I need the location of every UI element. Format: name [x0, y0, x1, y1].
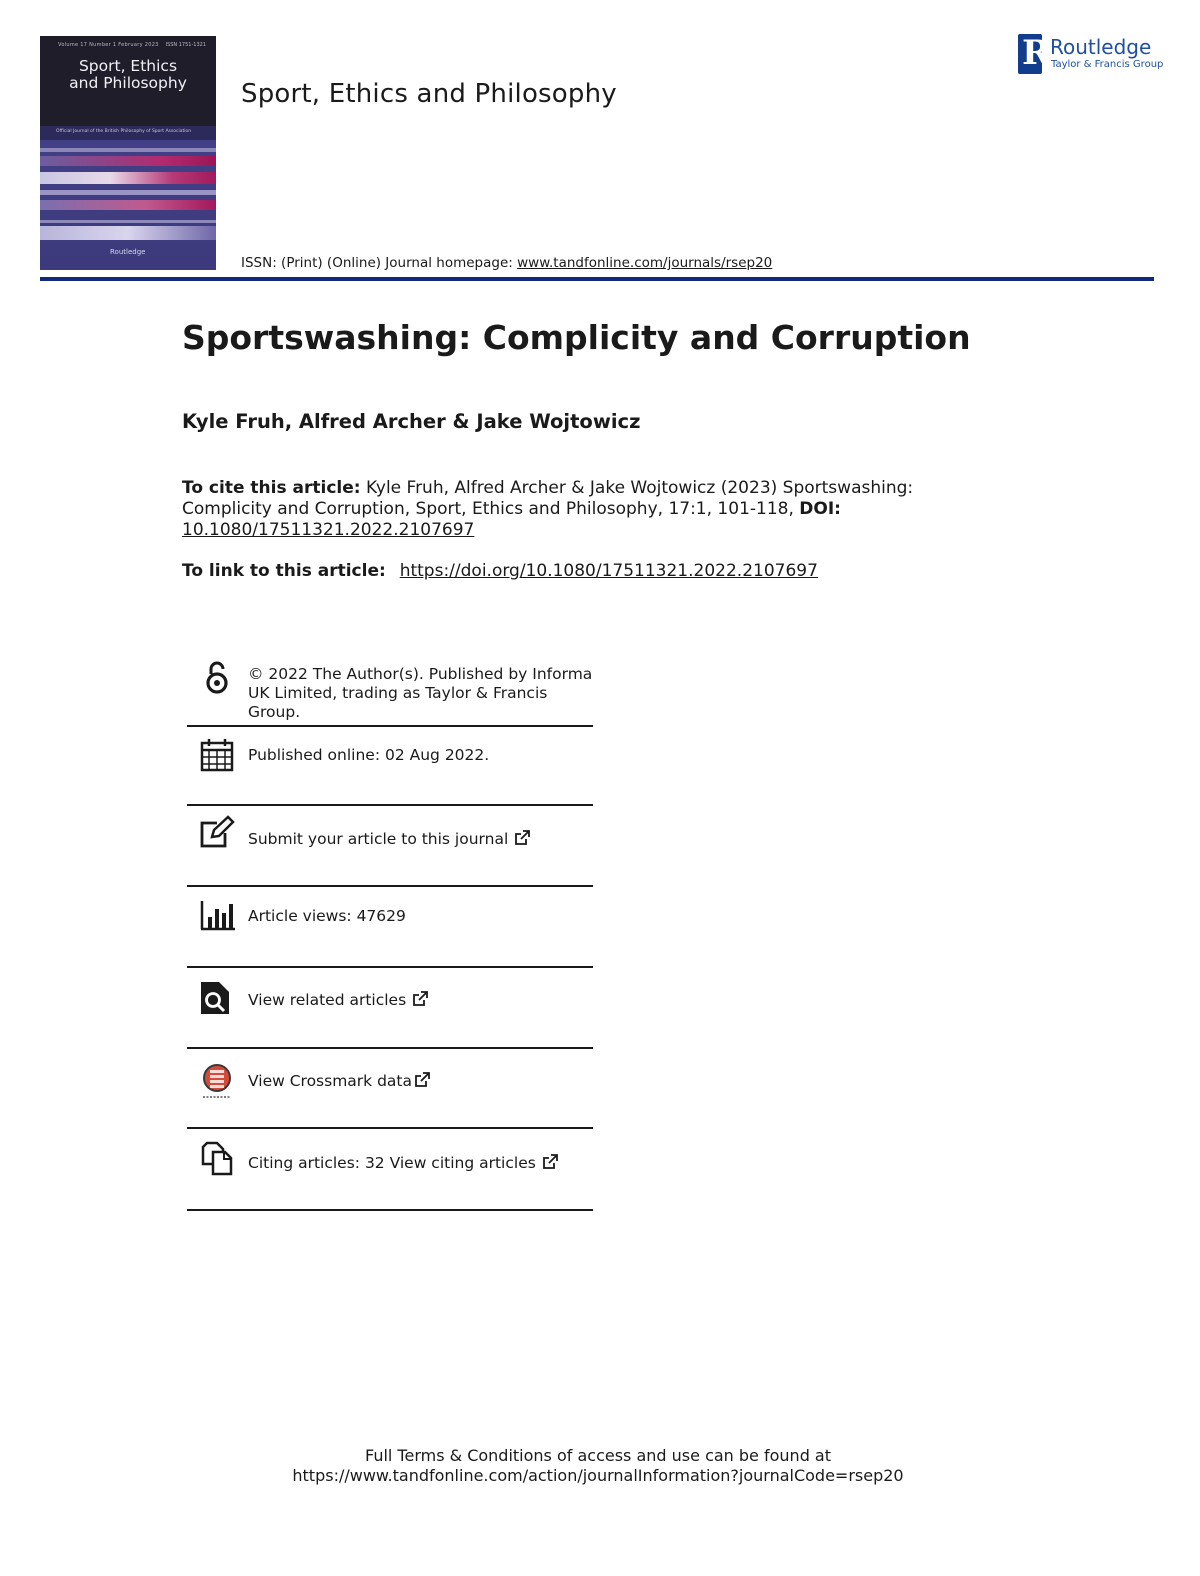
cover-stripe [40, 200, 216, 210]
issn-line [241, 255, 772, 271]
open-access-text: © 2022 The Author(s). Published by Informa UK Limited, trading as Taylor & Francis Group. [248, 665, 593, 721]
article-link-line [182, 561, 818, 581]
cover-stripe [40, 148, 216, 152]
issn-prefix: ISSN: (Print) (Online) Journal homepage: [241, 255, 518, 271]
published-text: Published online: 02 Aug 2022. [248, 746, 490, 764]
cover-meta-right: ISSN 1751-1321 [165, 42, 206, 48]
cover-stripe [40, 172, 216, 184]
doi-label: DOI: [799, 499, 841, 519]
related-row[interactable] [187, 968, 593, 1049]
published-row [187, 727, 593, 806]
external-link-icon [514, 830, 530, 846]
header-divider [40, 277, 1154, 281]
open-access-row [187, 660, 593, 727]
external-link-icon [412, 991, 428, 1007]
routledge-logo-icon [1018, 33, 1051, 74]
journal-homepage-link[interactable]: www.tandfonline.com/journals/rsep20 [517, 255, 773, 271]
cover-stripe [40, 220, 216, 223]
citing-label[interactable]: Citing articles: 32 View citing articles [248, 1154, 536, 1172]
crossmark-row[interactable] [187, 1049, 593, 1129]
open-access-icon [199, 660, 235, 696]
cover-publisher-logo: Routledge [110, 248, 146, 256]
row-divider [187, 1209, 593, 1211]
cover-subtitle: Official Journal of the British Philosophy of Sport Association [56, 129, 192, 134]
article-doi-url[interactable]: https://doi.org/10.1080/17511321.2022.2107697 [399, 561, 818, 581]
bar-chart-icon [199, 899, 235, 935]
citing-text[interactable] [248, 1154, 593, 1173]
submit-row[interactable] [187, 806, 593, 887]
calendar-icon [199, 737, 235, 773]
publisher-name: Routledge [1050, 35, 1152, 59]
crossmark-icon [199, 1063, 235, 1099]
routledge-logo-letter: R [1022, 33, 1051, 73]
views-text: Article views: 47629 [248, 907, 406, 925]
related-text[interactable] [248, 991, 593, 1010]
article-authors: Kyle Fruh, Alfred Archer & Jake Wojtowicz [182, 410, 641, 433]
submit-label[interactable]: Submit your article to this journal [248, 830, 509, 848]
crossmark-label[interactable]: View Crossmark data [248, 1072, 412, 1090]
cover-meta-left: Volume 17 Number 1 February 2023 [58, 42, 159, 48]
views-row [187, 887, 593, 968]
citation-block [182, 478, 942, 541]
cite-label: To cite this article: [182, 478, 361, 498]
link-label: To link to this article: [182, 561, 392, 581]
cover-title-line2: and Philosophy [69, 74, 187, 92]
footer-terms-link[interactable]: https://www.tandfonline.com/action/journalInformation?journalCode=rsep20 [292, 1466, 904, 1485]
submit-text[interactable] [248, 830, 593, 849]
journal-title: Sport, Ethics and Philosophy [241, 79, 617, 109]
footer-line1: Full Terms & Conditions of access and use can be found at [364, 1446, 832, 1465]
external-link-icon [542, 1154, 558, 1170]
cite-text: Kyle Fruh, Alfred Archer & Jake Wojtowicz (2023) Sportswashing: Complicity and Corruption, Sport, Ethics and Philosophy, 17:1, 101-118, [182, 478, 914, 519]
copy-documents-icon [199, 1140, 235, 1176]
cover-title [40, 58, 216, 92]
cover-title-line1: Sport, Ethics [78, 57, 178, 75]
journal-cover [40, 36, 216, 270]
terms-footer [0, 1446, 1196, 1486]
doi-link[interactable]: 10.1080/17511321.2022.2107697 [182, 520, 475, 540]
publisher-group: Taylor & Francis Group [1051, 59, 1164, 70]
search-document-icon [199, 980, 235, 1016]
crossmark-text[interactable] [248, 1072, 593, 1091]
edit-icon [199, 815, 235, 851]
cover-subtitle-strip [40, 126, 216, 140]
cover-stripe [40, 226, 216, 240]
related-label[interactable]: View related articles [248, 991, 407, 1009]
cover-stripe [40, 190, 216, 195]
citing-row[interactable] [187, 1129, 593, 1211]
external-link-icon [414, 1072, 430, 1088]
article-title: Sportswashing: Complicity and Corruption [182, 318, 971, 357]
cover-stripe [40, 156, 216, 166]
